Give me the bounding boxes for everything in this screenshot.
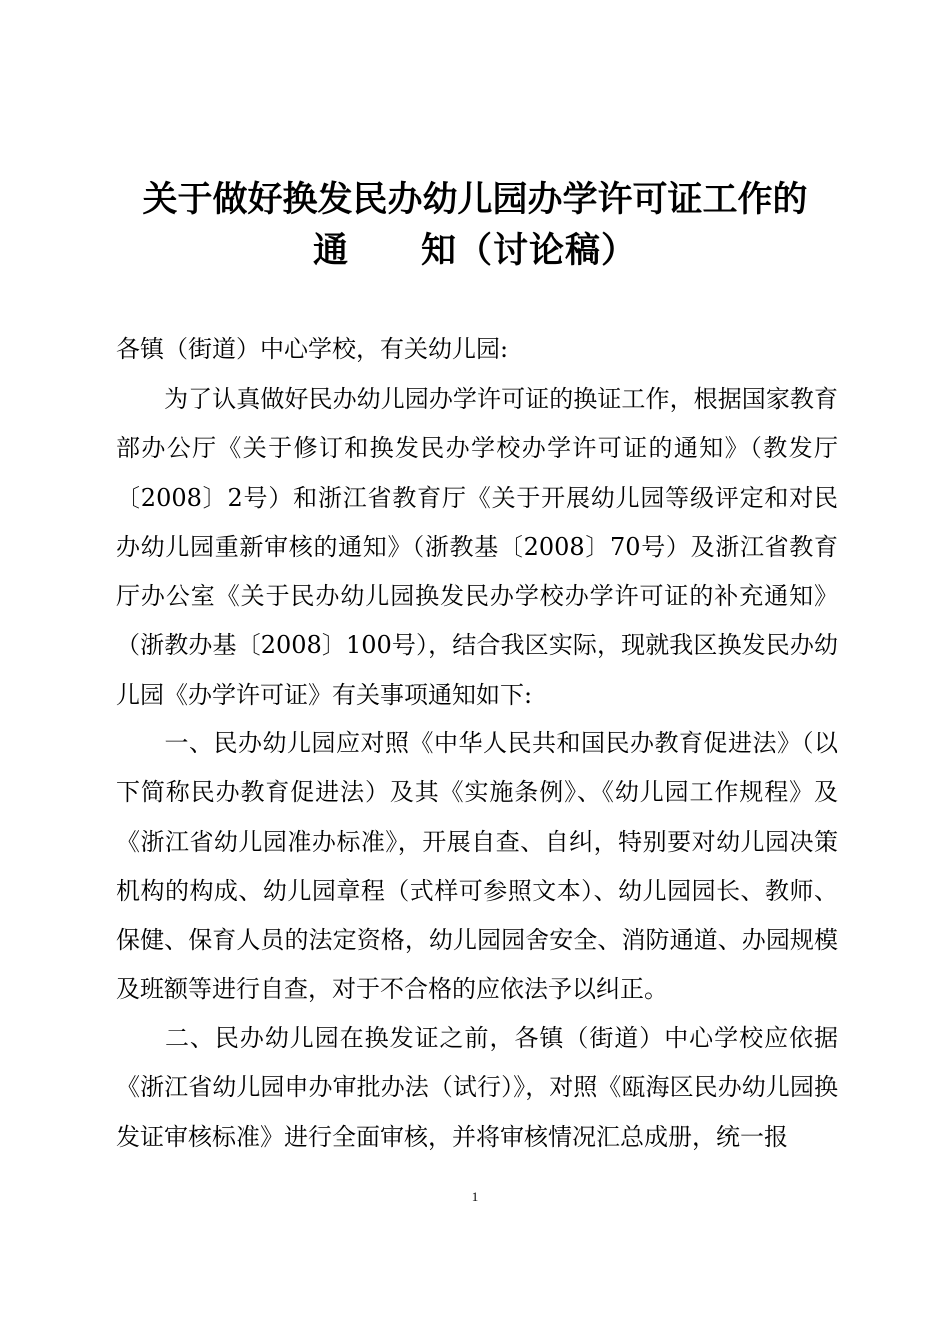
paragraph-1-text: 为了认真做好民办幼儿园办学许可证的换证工作，根据国家教育部办公厅《关于修订和换发民办学校办学许可证的通知》（教发厅〔2008〕2号）和浙江省教育厅《关于开展幼儿园等级评定和对民办幼儿园重新审核的通知》（浙教基〔2008〕70号）及浙江省教育厅办公室《关于民办幼儿园换发民办学校办学许可证的补充通知》（浙教办基〔2008〕100号），结合我区实际，现就我区换发民办幼儿园《办学许可证》有关事项通知如下: <box>116 385 838 709</box>
paragraph-3-text: 二、民办幼儿园在换发证之前，各镇（街道）中心学校应依据《浙江省幼儿园申办审批办法（试行）》，对照《瓯海区民办幼儿园换发证审核标准》进行全面审核，并将审核情况汇总成册，统一报 <box>116 1024 838 1151</box>
document-title-line-1: 关于做好换发民办幼儿园办学许可证工作的 <box>142 180 808 220</box>
paragraph-2-text: 一、民办幼儿园应对照《中华人民共和国民办教育促进法》（以下简称民办教育促进法）及其《实施条例》、《幼儿园工作规程》及《浙江省幼儿园准办标准》，开展自查、自纠，特别要对幼儿园决策机构的构成、幼儿园章程（式样可参照文本）、幼儿园园长、教师、保健、保育人员的法定资格，幼儿园园舍安全、消防通道、办园规模及班额等进行自查，对于不合格的应依法予以纠正。 <box>116 729 838 1004</box>
document-title-line-2: 通 知（讨论稿） <box>312 231 637 271</box>
page-number: 1 <box>471 1189 479 1204</box>
paragraph-2 <box>116 719 838 1015</box>
paragraph-1 <box>116 375 838 720</box>
paragraph-3 <box>116 1014 838 1162</box>
salutation: 各镇（街道）中心学校，有关幼儿园: <box>116 335 509 363</box>
